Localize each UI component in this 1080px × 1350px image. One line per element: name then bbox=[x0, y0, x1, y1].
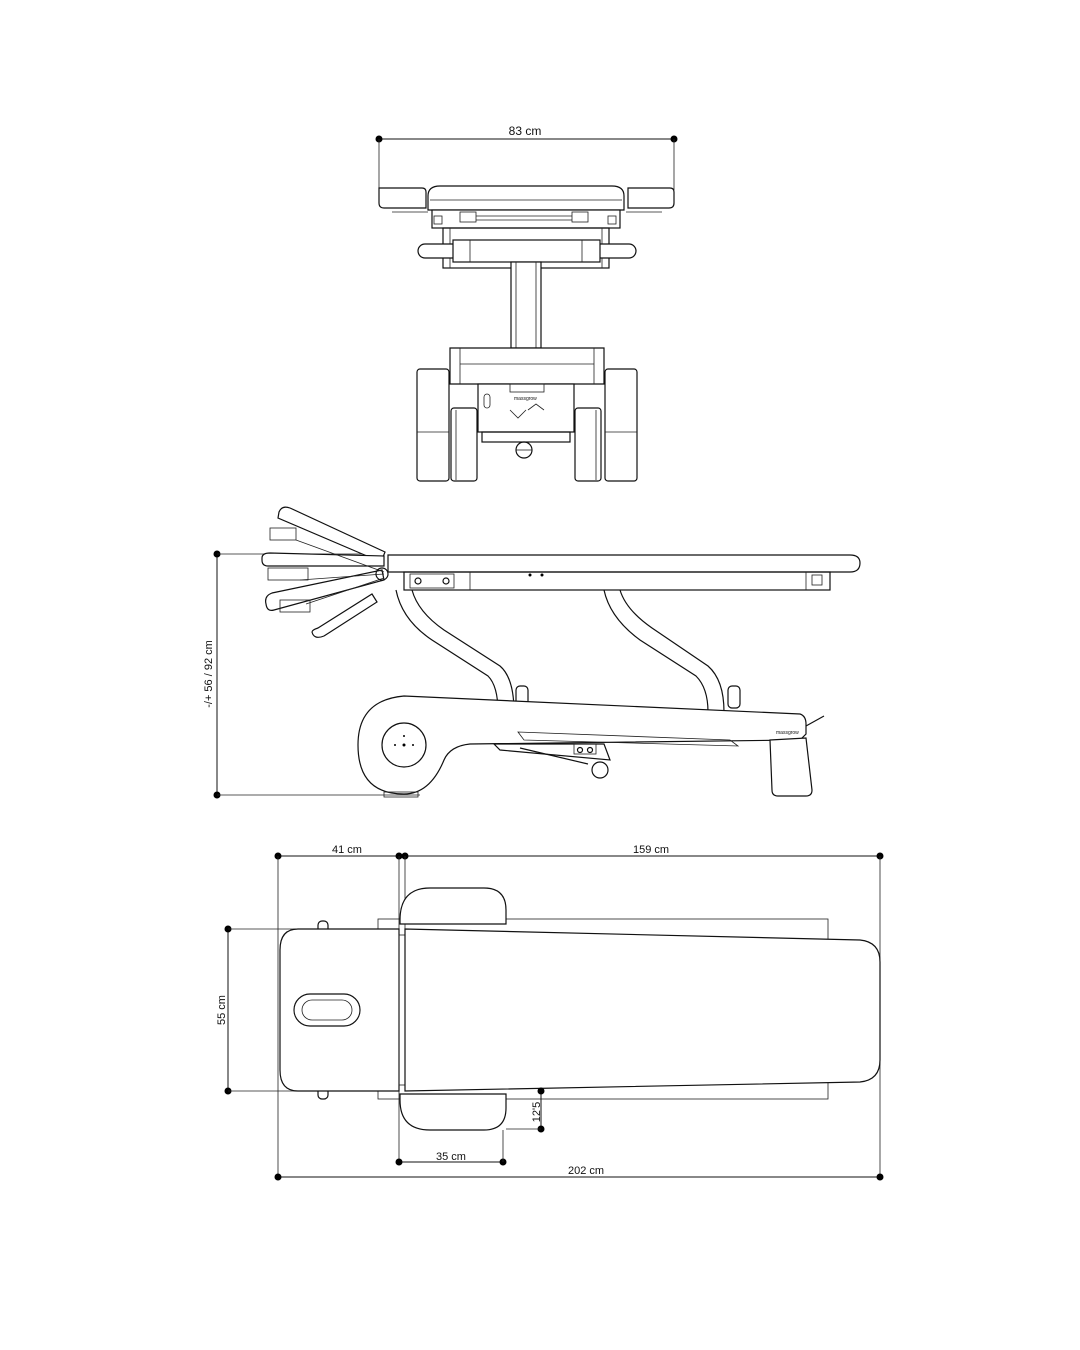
side-top-frame bbox=[404, 572, 830, 590]
lower-arm-pad bbox=[400, 1094, 506, 1130]
head-length-label: 41 cm bbox=[332, 844, 362, 856]
lift-knob bbox=[592, 762, 608, 778]
upper-arm-pad bbox=[400, 888, 506, 924]
body-length-label: 159 cm bbox=[632, 844, 670, 856]
base-housing bbox=[450, 348, 604, 384]
rear-support-arm bbox=[604, 590, 708, 712]
arm-offset-label: 12'5 bbox=[531, 1101, 543, 1123]
arm-length-label: 35 cm bbox=[436, 1151, 466, 1163]
table-top-cushion bbox=[428, 186, 624, 210]
body-section-top bbox=[405, 929, 880, 1091]
width-label: 55 cm bbox=[216, 995, 228, 1025]
head-handle bbox=[312, 594, 377, 637]
rear-foot bbox=[770, 738, 812, 796]
front-view bbox=[376, 124, 678, 481]
front-support-arm bbox=[396, 590, 498, 712]
head-section-flat bbox=[262, 553, 384, 566]
left-base-cover bbox=[417, 369, 449, 481]
motor-box bbox=[478, 384, 574, 432]
lift-column bbox=[511, 262, 541, 348]
right-arm-pad bbox=[628, 188, 674, 208]
side-base bbox=[358, 696, 806, 794]
right-base-cover bbox=[605, 369, 637, 481]
total-length-label: 202 cm bbox=[567, 1165, 605, 1177]
right-caster bbox=[575, 408, 601, 481]
height-label: -/+ 56 / 92 cm bbox=[203, 640, 215, 708]
head-section-top bbox=[280, 929, 399, 1091]
side-view bbox=[203, 507, 860, 798]
head-section-lowered bbox=[266, 570, 384, 610]
left-arm-pad bbox=[379, 188, 426, 208]
base-brand-mark: massgrow bbox=[514, 396, 537, 402]
top-view bbox=[216, 844, 884, 1181]
front-width-label: 83 cm bbox=[508, 124, 542, 138]
handle-bar-mount bbox=[453, 240, 600, 262]
left-caster bbox=[451, 408, 477, 481]
side-brand-mark: massgrow bbox=[776, 730, 799, 736]
side-table-top bbox=[388, 555, 860, 572]
